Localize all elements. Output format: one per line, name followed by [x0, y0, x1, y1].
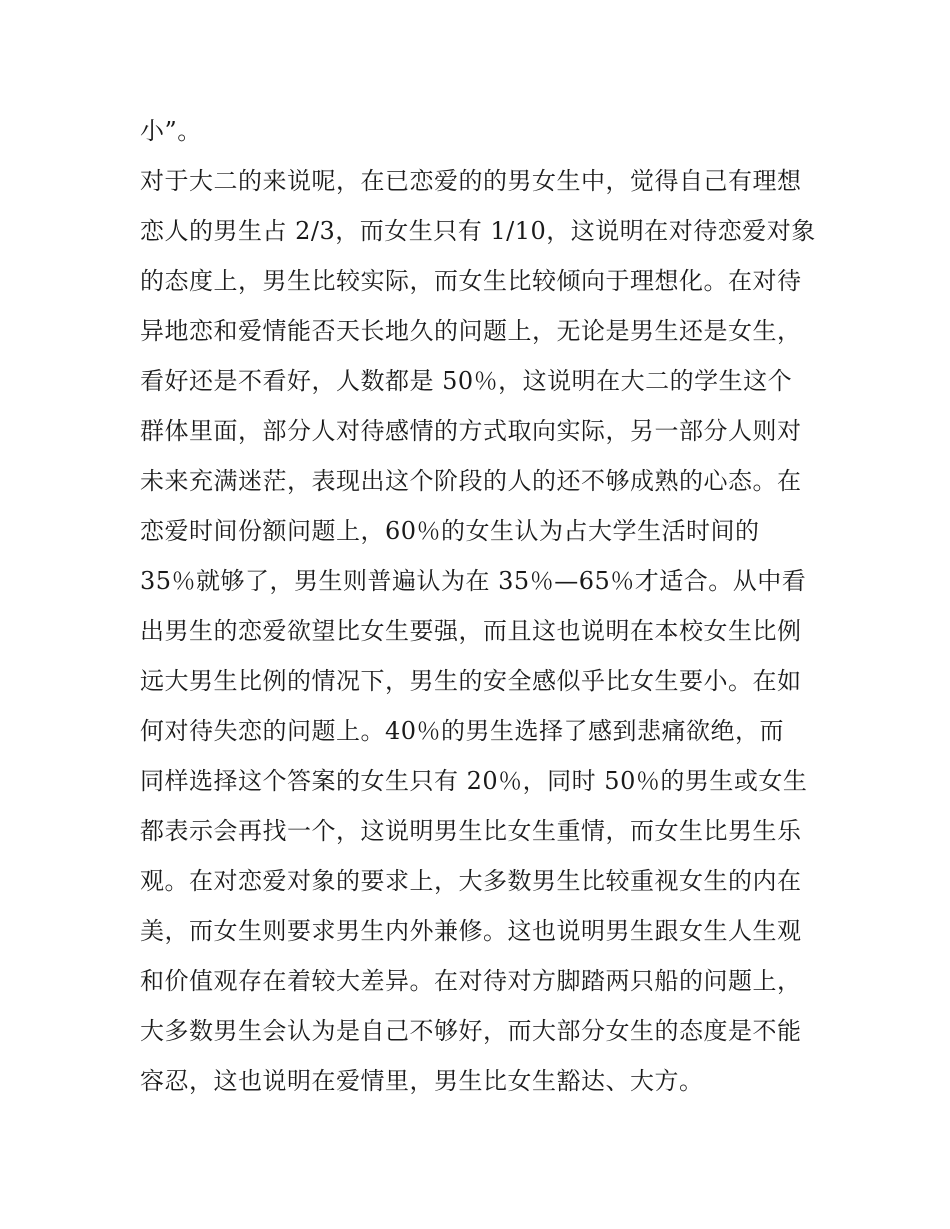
text-line-5: 异地恋和爱情能否天长地久的问题上，无论是男生还是女生， — [140, 317, 802, 345]
text-line-20: 容忍，这也说明在爱情里，男生比女生豁达、大方。 — [140, 1067, 704, 1095]
text-line-16: 观。在对恋爱对象的要求上，大多数男生比较重视女生的内在 — [140, 867, 802, 895]
text-line-10: 35％就够了，男生则普遍认为在 35％—65％才适合。从中看 — [140, 567, 807, 595]
text-line-14: 同样选择这个答案的女生只有 20％，同时 50％的男生或女生 — [140, 767, 808, 795]
text-line-11: 出男生的恋爱欲望比女生要强，而且这也说明在本校女生比例 — [140, 617, 802, 645]
text-line-8: 未来充满迷茫，表现出这个阶段的人的还不够成熟的心态。在 — [140, 467, 802, 495]
text-line-17: 美，而女生则要求男生内外兼修。这也说明男生跟女生人生观 — [140, 917, 802, 945]
text-line-7: 群体里面，部分人对待感情的方式取向实际，另一部分人则对 — [140, 417, 802, 445]
text-line-6: 看好还是不看好，人数都是 50％，这说明在大二的学生这个 — [140, 367, 793, 395]
text-line-2: 对于大二的来说呢，在已恋爱的的男女生中，觉得自己有理想 — [140, 167, 802, 195]
text-line-15: 都表示会再找一个，这说明男生比女生重情，而女生比男生乐 — [140, 817, 802, 845]
text-line-1: 小”。 — [140, 117, 202, 145]
text-line-13: 何对待失恋的问题上。40％的男生选择了感到悲痛欲绝，而 — [140, 717, 785, 745]
text-line-18: 和价值观存在着较大差异。在对待对方脚踏两只船的问题上， — [140, 967, 802, 995]
text-line-3: 恋人的男生占 2/3，而女生只有 1/10，这说明在对待恋爱对象 — [140, 217, 816, 245]
text-line-19: 大多数男生会认为是自己不够好，而大部分女生的态度是不能 — [140, 1017, 802, 1045]
text-line-12: 远大男生比例的情况下，男生的安全感似乎比女生要小。在如 — [140, 667, 802, 695]
text-line-4: 的态度上，男生比较实际，而女生比较倾向于理想化。在对待 — [140, 267, 802, 295]
text-line-9: 恋爱时间份额问题上，60％的女生认为占大学生活时间的 — [140, 517, 760, 545]
